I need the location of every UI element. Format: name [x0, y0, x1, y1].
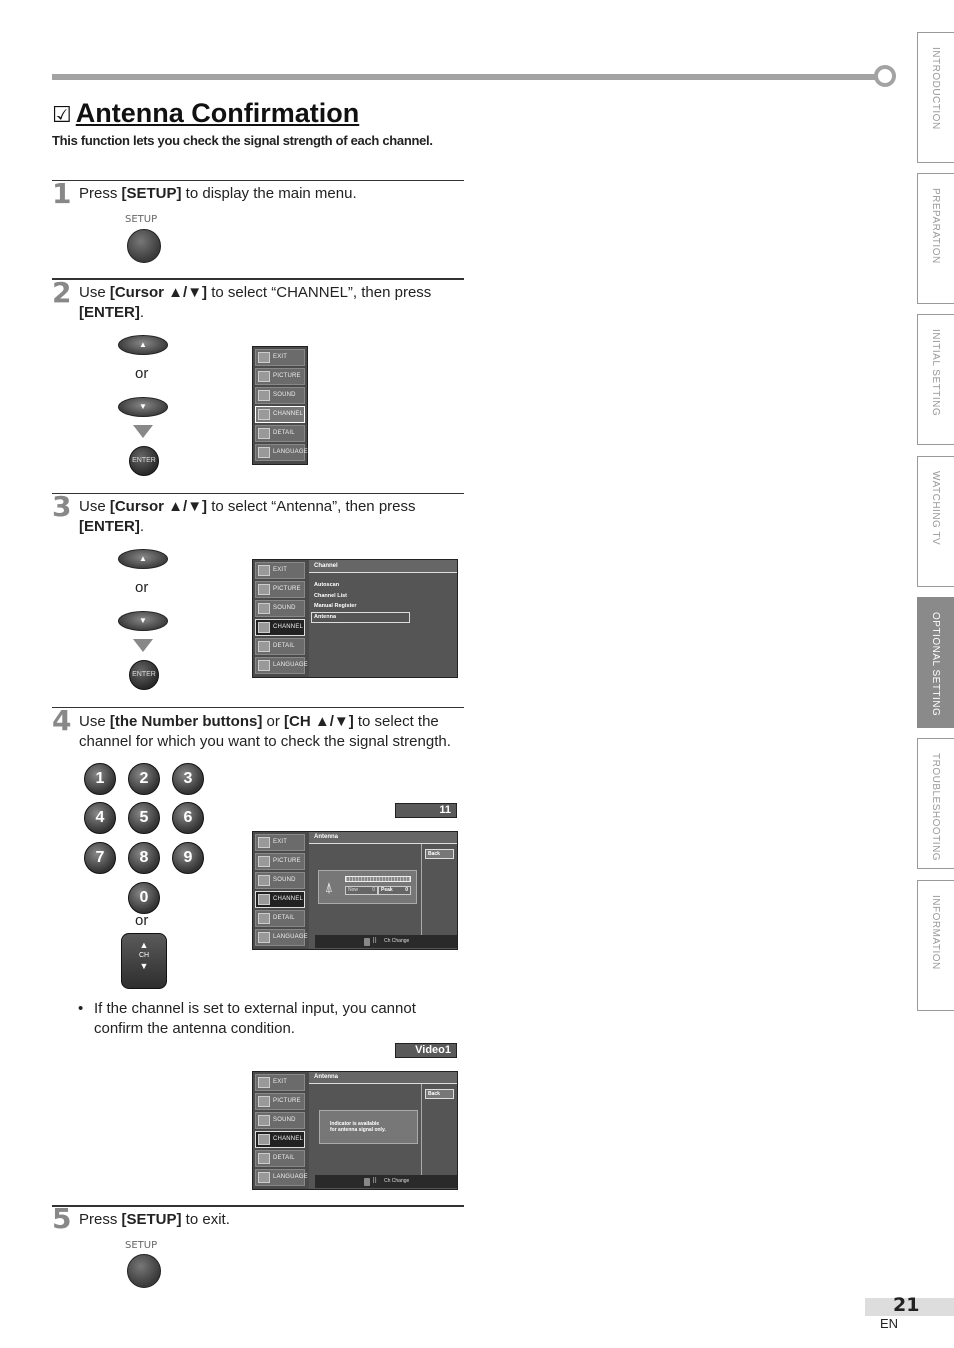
menu-item-channel[interactable]: CHANNEL	[255, 891, 305, 908]
message-line-2: for antenna signal only.	[330, 1127, 386, 1133]
menu-item-exit[interactable]: EXIT	[255, 834, 305, 851]
number-button-9[interactable]: 9	[172, 842, 204, 874]
menu-item-channel[interactable]: CHANNEL	[255, 406, 305, 423]
number-button-4[interactable]: 4	[84, 802, 116, 834]
side-tab-optional-setting[interactable]: OPTIONAL SETTING	[917, 597, 954, 728]
menu-item-detail[interactable]: DETAIL	[255, 910, 305, 927]
checkbox-icon: ☑	[52, 102, 72, 127]
cursor-up-button[interactable]	[118, 335, 168, 355]
language-icon	[258, 1172, 270, 1183]
number-button-7[interactable]: 7	[84, 842, 116, 874]
antenna-panel-title: Antenna	[309, 832, 457, 844]
setup-button-label: SETUP	[125, 1240, 158, 1251]
signal-peak-readout: Peak 0	[378, 886, 411, 895]
video-footer	[315, 1175, 457, 1188]
language-icon	[258, 447, 270, 458]
channel-number-badge: 11	[395, 803, 457, 818]
side-tab-troubleshooting[interactable]: TROUBLESHOOTING	[917, 738, 954, 869]
remote-icon	[364, 938, 370, 946]
side-tab-introduction[interactable]: INTRODUCTION	[917, 32, 954, 163]
menu-item-detail[interactable]: DETAIL	[255, 425, 305, 442]
menu-item-sound[interactable]: SOUND	[255, 1112, 305, 1129]
step-3-text: Use [Cursor ▲/▼] to select “Antenna”, then press [ENTER].	[79, 498, 416, 535]
keypad-icon: ⠿	[372, 1178, 378, 1185]
detail-icon	[258, 428, 270, 439]
step-divider	[52, 1205, 464, 1207]
antenna-tower-icon: ⍋	[324, 879, 334, 895]
picture-icon	[258, 584, 270, 595]
step-number: 3	[52, 490, 72, 523]
number-button-6[interactable]: 6	[172, 802, 204, 834]
channel-icon	[258, 894, 270, 905]
video-antenna-screen	[252, 1071, 458, 1190]
page-title-text: Antenna Confirmation	[75, 98, 360, 128]
picture-icon	[258, 1096, 270, 1107]
keypad-icon: ⠿	[372, 938, 378, 945]
menu-item-channel[interactable]: CHANNEL	[255, 1131, 305, 1148]
language-icon	[258, 932, 270, 943]
menu-item-picture[interactable]: PICTURE	[255, 368, 305, 385]
menu-item-picture[interactable]: PICTURE	[255, 581, 305, 598]
exit-icon	[258, 837, 270, 848]
channel-icon	[258, 622, 270, 633]
menu-item-picture[interactable]: PICTURE	[255, 853, 305, 870]
step-number: 5	[52, 1202, 72, 1235]
video-panel-title: Antenna	[309, 1072, 457, 1084]
signal-meter-box	[318, 870, 417, 904]
step-number: 4	[52, 704, 72, 737]
or-label: or	[135, 579, 149, 596]
footer-ch-change: Ch Change	[384, 1178, 410, 1184]
menu-item-language[interactable]: LANGUAGE	[255, 1169, 305, 1186]
remote-icon	[364, 1178, 370, 1186]
step-number: 1	[52, 177, 72, 210]
step-1-text: Press [SETUP] to display the main menu.	[79, 185, 357, 202]
bullet-note: If the channel is set to external input, you cannot confirm the antenna condition.	[94, 1000, 416, 1037]
header-rule-circle	[874, 65, 896, 87]
step-divider	[52, 493, 464, 494]
cursor-down-button[interactable]	[118, 397, 168, 417]
input-source-badge: Video1	[395, 1043, 457, 1058]
up-arrow-icon: ▲	[139, 554, 147, 563]
exit-icon	[258, 352, 270, 363]
page-language: EN	[880, 1316, 899, 1331]
page-title	[52, 98, 359, 129]
number-button-3[interactable]: 3	[172, 763, 204, 795]
page-number: 21	[893, 1294, 920, 1316]
step-divider	[52, 278, 464, 280]
channel-submenu	[314, 580, 410, 623]
step-divider	[52, 707, 464, 708]
flow-arrow-icon	[133, 639, 153, 652]
signal-now-readout: Now 0	[345, 886, 378, 895]
cursor-up-button[interactable]	[118, 549, 168, 569]
exit-icon	[258, 1077, 270, 1088]
channel-panel	[309, 560, 457, 677]
submenu-item-manual-register[interactable]: Manual Register	[314, 603, 357, 610]
flow-arrow-icon	[133, 425, 153, 438]
up-arrow-icon: ▲	[139, 340, 147, 349]
submenu-item-autoscan[interactable]: Autoscan	[314, 582, 340, 588]
down-arrow-icon: ▼	[139, 402, 147, 411]
menu-item-picture[interactable]: PICTURE	[255, 1093, 305, 1110]
side-tab-preparation[interactable]: PREPARATION	[917, 173, 954, 304]
header-rule	[52, 74, 878, 80]
video-antenna-panel	[309, 1072, 457, 1189]
step-5-text: Press [SETUP] to exit.	[79, 1211, 230, 1228]
setup-button[interactable]	[127, 229, 161, 263]
number-button-1[interactable]: 1	[84, 763, 116, 795]
setup-button[interactable]	[127, 1254, 161, 1288]
back-button[interactable]: Back	[425, 849, 454, 859]
signal-strength-bar	[345, 876, 411, 882]
side-tab-watching-tv[interactable]: WATCHING TV	[917, 456, 954, 587]
page-subtitle: This function lets you check the signal strength of each channel.	[52, 133, 433, 148]
menu-item-sound[interactable]: SOUND	[255, 387, 305, 404]
channel-icon	[258, 409, 270, 420]
side-tab-initial-setting[interactable]: INITIAL SETTING	[917, 314, 954, 445]
menu-item-language[interactable]: LANGUAGE	[255, 929, 305, 946]
message-line-1: Indicator is available	[330, 1121, 380, 1127]
sound-icon	[258, 603, 270, 614]
step-2-text: Use [Cursor ▲/▼] to select “CHANNEL”, then press [ENTER].	[79, 284, 432, 321]
exit-icon	[258, 565, 270, 576]
language-icon	[258, 660, 270, 671]
sound-icon	[258, 1115, 270, 1126]
antenna-footer	[315, 935, 457, 948]
picture-icon	[258, 856, 270, 867]
menu-item-detail[interactable]: DETAIL	[255, 638, 305, 655]
menu-item-exit[interactable]: EXIT	[255, 349, 305, 366]
enter-button[interactable]: ENTER	[129, 446, 159, 476]
submenu-item-channel-list[interactable]: Channel List	[314, 592, 348, 599]
sound-icon	[258, 875, 270, 886]
panel-divider	[421, 1084, 422, 1176]
number-button-2[interactable]: 2	[128, 763, 160, 795]
menu-item-sound[interactable]: SOUND	[255, 872, 305, 889]
submenu-item-antenna[interactable]: Antenna	[311, 612, 410, 623]
menu-item-language[interactable]: LANGUAGE	[255, 444, 305, 461]
ch-down-icon: ▼	[139, 961, 149, 971]
or-label: or	[135, 365, 149, 382]
channel-menu-screen	[252, 559, 458, 678]
menu-item-sound[interactable]: SOUND	[255, 600, 305, 617]
panel-divider	[421, 844, 422, 936]
picture-icon	[258, 371, 270, 382]
number-button-0[interactable]: 0	[128, 882, 160, 914]
channel-icon	[258, 1134, 270, 1145]
step-divider	[52, 180, 464, 181]
menu-item-exit[interactable]: EXIT	[255, 562, 305, 579]
detail-icon	[258, 1153, 270, 1164]
down-arrow-icon: ▼	[139, 616, 147, 625]
footer-ch-change: Ch Change	[384, 938, 410, 944]
ch-rocker-button[interactable]	[121, 933, 167, 989]
bullet-mark: •	[78, 1000, 84, 1017]
side-tab-information[interactable]: INFORMATION	[917, 880, 954, 1011]
main-menu	[252, 346, 308, 465]
channel-panel-title: Channel	[309, 560, 457, 573]
antenna-screen	[252, 831, 458, 950]
sound-icon	[258, 390, 270, 401]
setup-button-label: SETUP	[125, 214, 158, 225]
menu-item-detail[interactable]: DETAIL	[255, 1150, 305, 1167]
antenna-panel	[309, 832, 457, 949]
or-label: or	[135, 912, 149, 929]
number-button-5[interactable]: 5	[128, 802, 160, 834]
back-button[interactable]: Back	[425, 1089, 454, 1099]
detail-icon	[258, 641, 270, 652]
step-4-text: Use [the Number buttons] or [CH ▲/▼] to select the channel for which you want to check the signal strength.	[79, 713, 451, 750]
unavailable-message-box	[319, 1110, 418, 1144]
menu-item-exit[interactable]: EXIT	[255, 1074, 305, 1091]
ch-up-icon: ▲	[139, 940, 149, 950]
enter-button[interactable]: ENTER	[129, 660, 159, 690]
ch-label: CH	[138, 952, 150, 959]
cursor-down-button[interactable]	[118, 611, 168, 631]
step-number: 2	[52, 276, 72, 309]
menu-item-language[interactable]: LANGUAGE	[255, 657, 305, 674]
menu-item-channel[interactable]: CHANNEL	[255, 619, 305, 636]
detail-icon	[258, 913, 270, 924]
number-button-8[interactable]: 8	[128, 842, 160, 874]
